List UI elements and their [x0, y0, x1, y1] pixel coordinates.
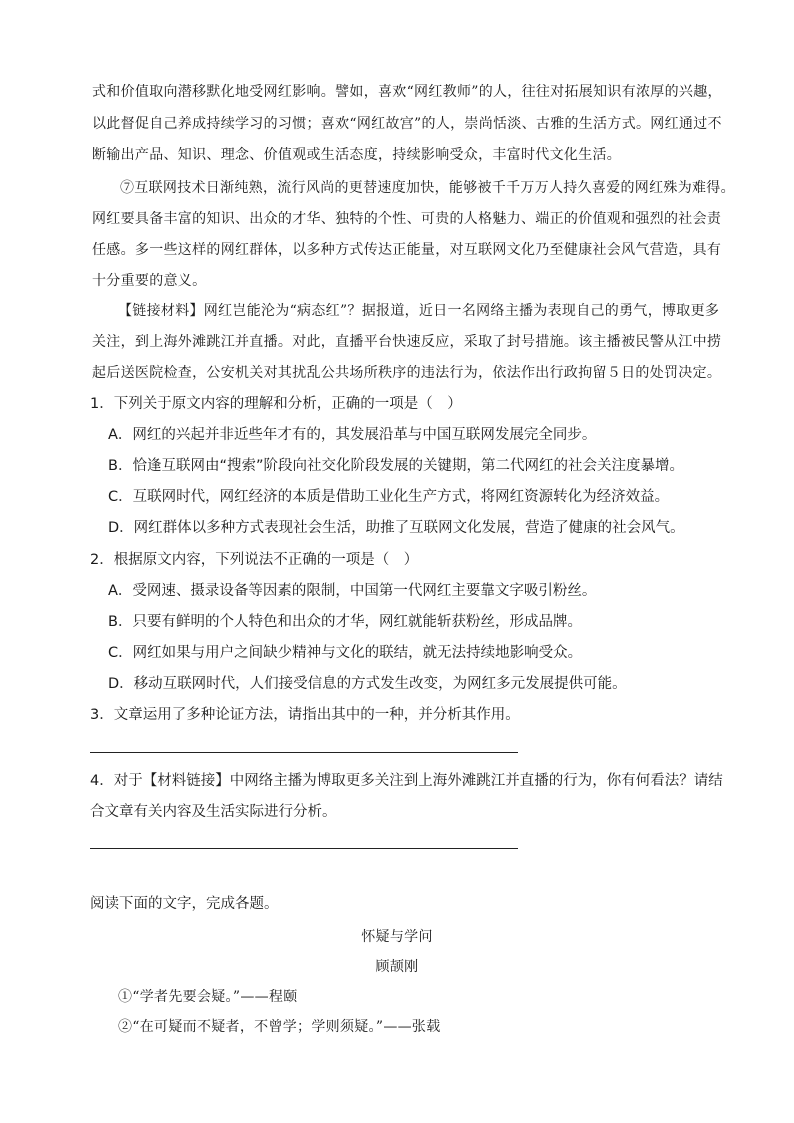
section-instruction: 阅读下面的文字，完成各题。: [90, 896, 279, 912]
passage-p7-line-4: 十分重要的意义。: [92, 273, 207, 289]
passage-p7-line-1: ⑦互联网技术日渐纯熟，流行风尚的更替速度加快，能够被千千万万人持久喜爱的网红殊为难得。: [120, 180, 735, 196]
article-quote-1: ①“学者先要会疑。”——程颐: [118, 989, 298, 1005]
passage-p6-line-3: 断输出产品、知识、理念、价值观或生活态度，持续影响受众，丰富时代文化生活。: [92, 147, 622, 163]
question-1-option-c: C．互联网时代，网红经济的本质是借助工业化生产方式，将网红资源转化为经济效益。: [108, 489, 670, 505]
passage-p7-line-2: 网红要具备丰富的知识、出众的才华、独特的个性、可贵的人格魅力、端正的价值观和强烈的社会责: [92, 211, 722, 227]
link-material-line-1: 【链接材料】网红岂能沦为“病态红”？据报道，近日一名网络主播为表现自己的勇气，博取更多: [118, 303, 720, 319]
question-4-stem-line-1: 4．对于【材料链接】中网络主播为博取更多关注到上海外滩跳江并直播的行为，你有何看法？请结: [90, 773, 723, 789]
question-4-answer-line[interactable]: [90, 848, 518, 849]
article-quote-2: ②“在可疑而不疑者，不曾学；学则须疑。”——张载: [118, 1019, 441, 1035]
passage-p6-line-1: 式和价值取向潜移默化地受网红影响。譬如，喜欢“网红教师”的人，往往对拓展知识有浓厚的兴趣，: [92, 84, 722, 100]
passage-p7-line-3: 任感。多一些这样的网红群体，以多种方式传达正能量，对互联网文化乃至健康社会风气营造，具有: [92, 242, 722, 258]
question-3-answer-line[interactable]: [90, 752, 518, 753]
question-2-stem: 2．根据原文内容，下列说法不正确的一项是（ ）: [90, 552, 419, 568]
question-2-option-c: C．网红如果与用户之间缺少精神与文化的联结，就无法持续地影响受众。: [108, 645, 583, 661]
article-author: 顾颉刚: [375, 959, 419, 975]
question-2-option-a: A．受网速、摄录设备等因素的限制，中国第一代网红主要靠文字吸引粉丝。: [108, 583, 597, 599]
question-1-option-d: D．网红群体以多种方式表现社会生活，助推了互联网文化发展，营造了健康的社会风气。: [108, 520, 685, 536]
question-3-stem: 3．文章运用了多种论证方法，请指出其中的一种，并分析其作用。: [90, 707, 520, 723]
question-1-stem: 1．下列关于原文内容的理解和分析，正确的一项是（ ）: [90, 396, 462, 412]
question-2-option-d: D．移动互联网时代，人们接受信息的方式发生改变，为网红多元发展提供可能。: [108, 676, 627, 692]
question-1-option-b: B．恰逢互联网由“搜索”阶段向社交化阶段发展的关键期，第二代网红的社会关注度暴增。: [108, 458, 684, 474]
link-material-line-2: 关注，到上海外滩跳江并直播。对此，直播平台快速反应，采取了封号措施。该主播被民警从江中捞: [92, 334, 722, 350]
question-1-option-a: A．网红的兴起并非近些年才有的，其发展沿革与中国互联网发展完全同步。: [108, 427, 597, 443]
question-2-option-b: B．只要有鲜明的个人特色和出众的才华，网红就能斩获粉丝，形成品牌。: [108, 614, 582, 630]
question-4-stem-line-2: 合文章有关内容及生活实际进行分析。: [90, 804, 337, 820]
link-material-line-3: 起后送医院检查，公安机关对其扰乱公共场所秩序的违法行为，依法作出行政拘留５日的处罚决定。: [92, 365, 722, 381]
article-title: 怀疑与学问: [361, 929, 433, 945]
passage-p6-line-2: 以此督促自己养成持续学习的习惯；喜欢“网红故宫”的人，崇尚恬淡、古雅的生活方式。网红通过不: [92, 116, 722, 132]
